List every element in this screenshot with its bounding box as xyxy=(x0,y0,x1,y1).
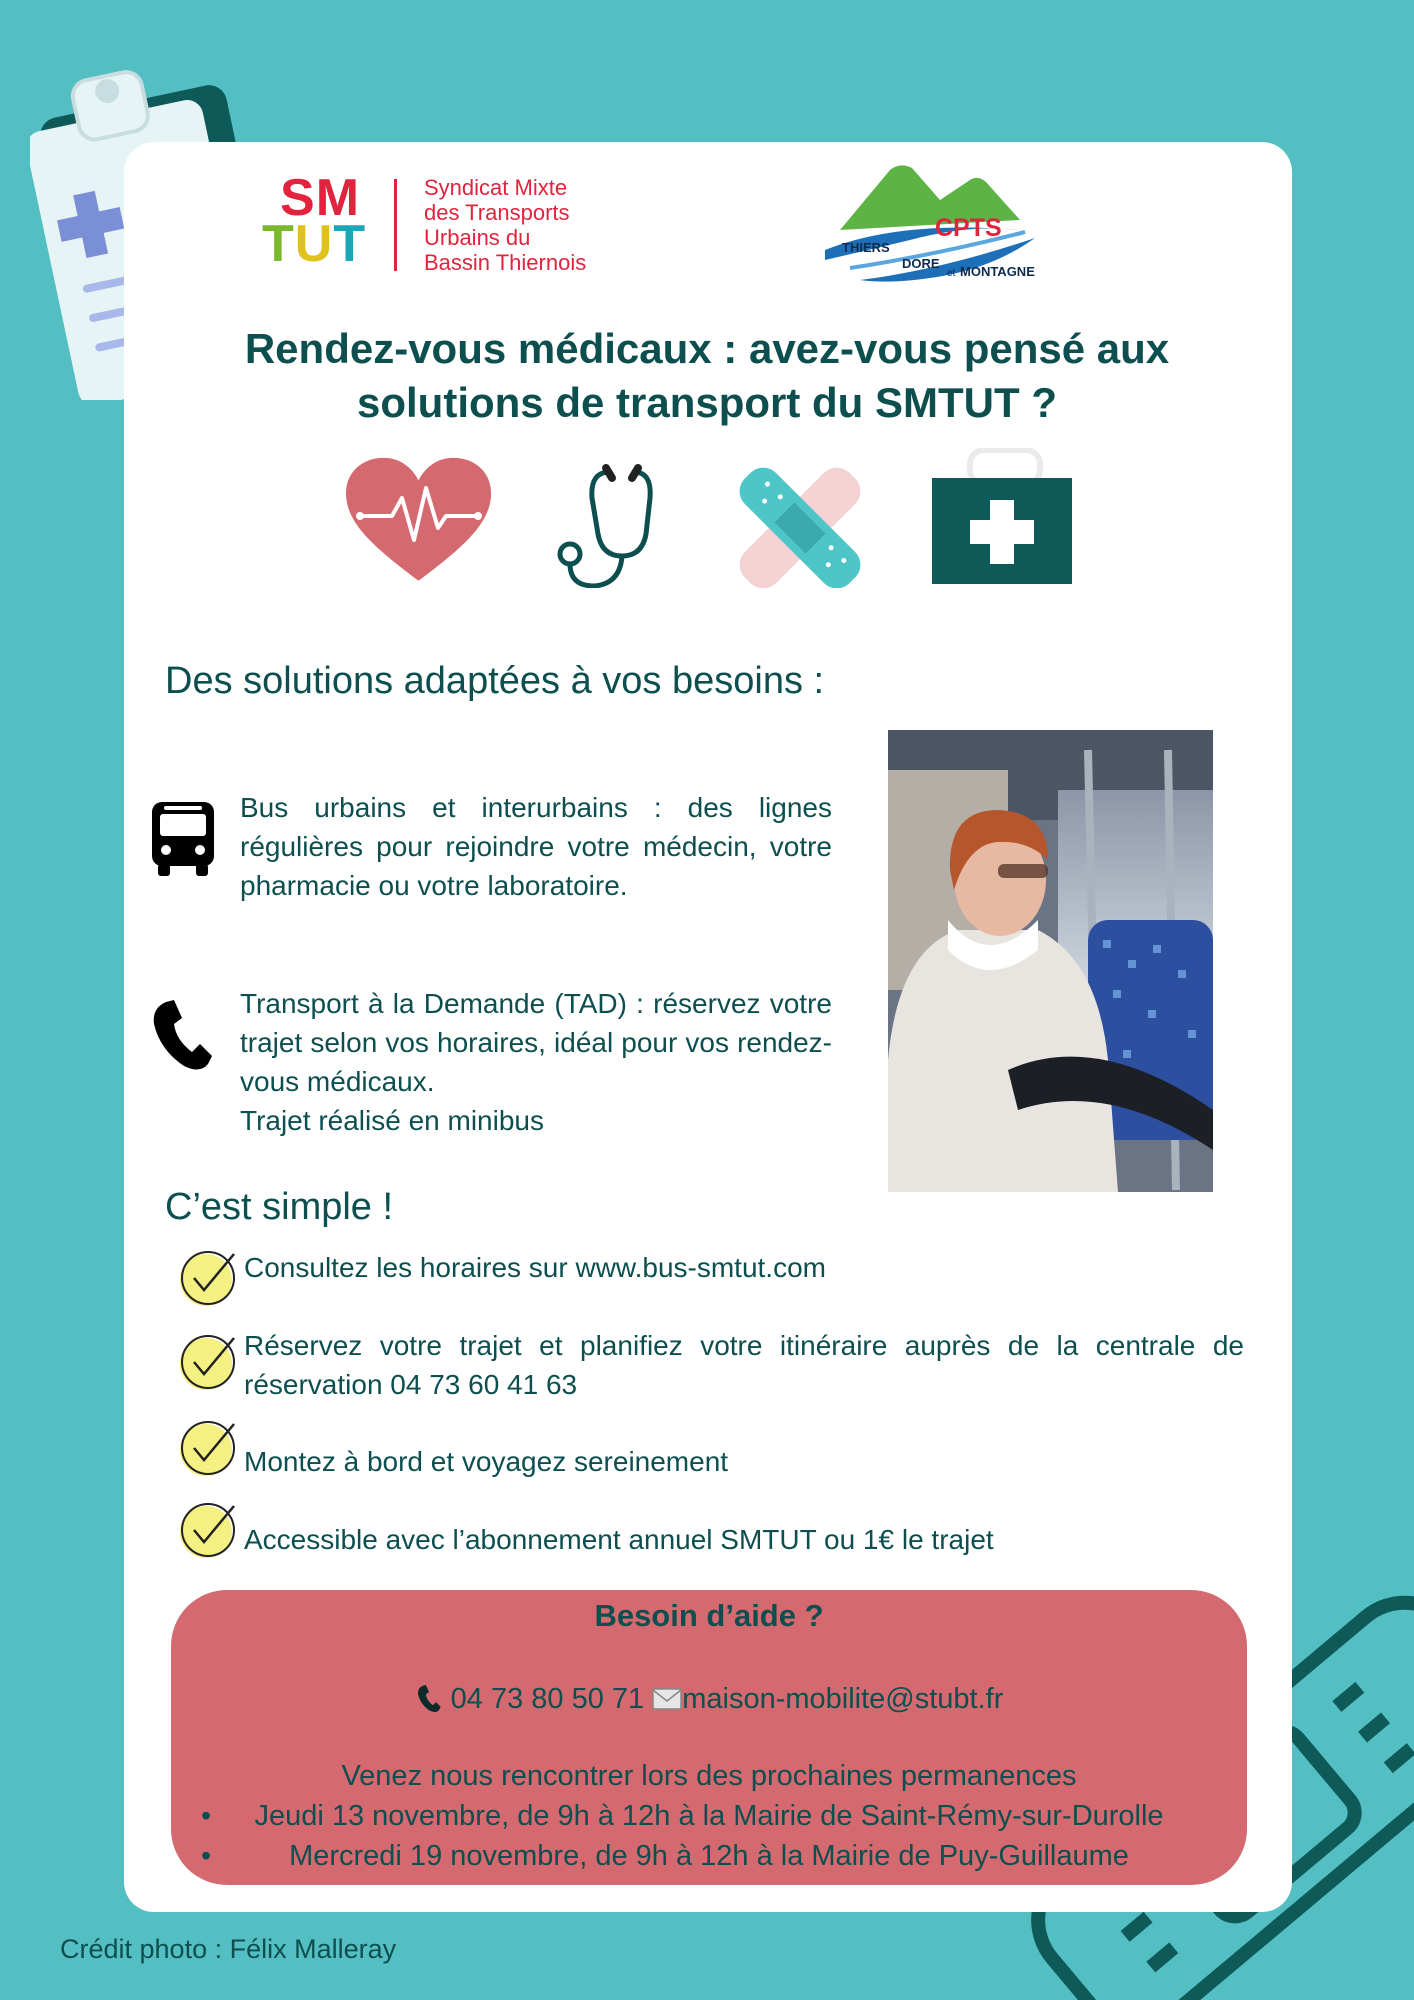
smtut-name-line: Bassin Thiernois xyxy=(424,250,587,275)
help-intro: Venez nous rencontrer lors des prochaines permanences xyxy=(341,1760,1077,1792)
email-icon xyxy=(652,1688,682,1710)
list-item: • Mercredi 19 novembre, de 9h à 12h à la Mairie de Puy-Guillaume xyxy=(171,1836,1247,1876)
first-aid-kit-icon xyxy=(932,450,1072,584)
photo-credit: Crédit photo : Félix Malleray xyxy=(60,1934,397,1964)
step-text: Consultez les horaires sur www.bus-smtut.com xyxy=(244,1252,826,1283)
bus-description: Bus urbains et interurbains : des lignes régulières pour rejoindre votre médecin, votre pharmacie ou votre laboratoire. xyxy=(240,792,832,901)
cpts-word: DORE xyxy=(902,256,940,271)
phone-small-icon xyxy=(415,1685,443,1713)
heart-pulse-icon xyxy=(346,458,491,581)
page-title-line: Rendez-vous médicaux : avez-vous pensé aux xyxy=(244,325,1170,372)
passenger-photo xyxy=(888,730,1213,1192)
help-phone[interactable]: 04 73 80 50 71 xyxy=(450,1682,645,1715)
check-icon xyxy=(178,1248,238,1308)
help-title: Besoin d’aide ? xyxy=(594,1598,824,1633)
tad-description-extra: Trajet réalisé en minibus xyxy=(240,1105,544,1136)
solutions-title: Des solutions adaptées à vos besoins : xyxy=(165,660,825,702)
medical-icons-row xyxy=(340,448,1080,588)
stethoscope-icon xyxy=(560,468,650,586)
simple-title: C’est simple ! xyxy=(165,1186,394,1228)
bandage-icon xyxy=(732,460,868,588)
page-title-line: solutions de transport du SMTUT ? xyxy=(357,379,1057,426)
cpts-word: THIERS xyxy=(842,240,890,255)
check-icon xyxy=(178,1332,238,1392)
step-text: Montez à bord et voyagez sereinement xyxy=(244,1446,729,1477)
smtut-logo-row2: TUT xyxy=(262,215,367,273)
help-contact xyxy=(171,1682,1247,1716)
help-email[interactable]: maison-mobilite@stubt.fr xyxy=(682,1682,1004,1715)
smtut-logo-divider xyxy=(394,179,397,271)
cpts-word: et xyxy=(947,268,956,279)
smtut-name-line: des Transports xyxy=(424,200,570,225)
cpts-word: MONTAGNE xyxy=(960,264,1035,279)
smtut-name-line: Urbains du xyxy=(424,225,531,250)
bus-icon xyxy=(150,800,216,878)
tad-description xyxy=(240,984,832,1140)
check-icon xyxy=(178,1418,238,1478)
phone-icon xyxy=(152,1000,212,1072)
step-text: Réservez votre trajet et planifiez votre itinéraire auprès de la centrale de réservation 04 73 60 41 63 xyxy=(244,1330,1244,1400)
step-text: Accessible avec l’abonnement annuel SMTUT ou 1€ le trajet xyxy=(244,1524,994,1555)
cpts-acronym: CPTS xyxy=(935,214,1002,242)
help-dates-list xyxy=(171,1796,1247,1876)
help-box xyxy=(171,1590,1247,1885)
smtut-logo-row1: SM xyxy=(280,169,361,227)
list-item: • Jeudi 13 novembre, de 9h à 12h à la Mairie de Saint-Rémy-sur-Durolle xyxy=(171,1796,1247,1836)
smtut-name-line: Syndicat Mixte xyxy=(424,175,568,200)
page-title xyxy=(150,322,1264,430)
tad-description-main: Transport à la Demande (TAD) : réservez votre trajet selon vos horaires, idéal pour vos rendez-vous médicaux. xyxy=(240,988,832,1097)
check-icon xyxy=(178,1500,238,1560)
cpts-logo xyxy=(820,160,1050,290)
smtut-logo xyxy=(262,169,622,280)
smtut-logo-name xyxy=(424,175,586,275)
